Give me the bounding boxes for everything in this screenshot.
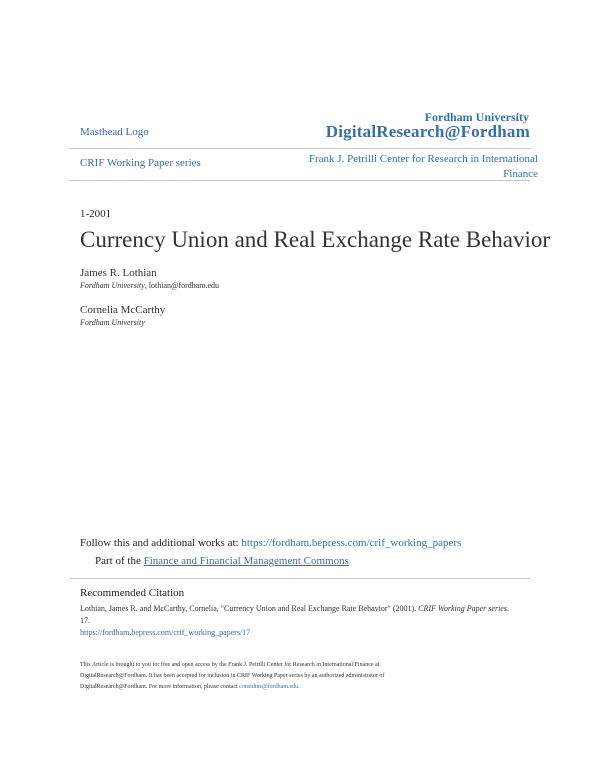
partof-line <box>95 555 349 567</box>
citation-text <box>80 603 520 639</box>
citation-url-link[interactable]: https://fordham.bepress.com/crif_working_papers/17 <box>80 628 251 637</box>
access-notice <box>80 660 520 693</box>
citation-heading: Recommended Citation <box>80 587 185 599</box>
header-divider-top <box>70 148 530 149</box>
university-name[interactable]: Fordham University <box>424 110 529 124</box>
center-link[interactable]: Frank J. Petrilli Center for Research in International Finance <box>308 153 538 180</box>
series-link[interactable]: CRIF Working Paper series <box>80 157 201 169</box>
author-name: James R. Lothian <box>80 267 157 279</box>
author-affiliation: Fordham University <box>80 318 145 327</box>
masthead-logo[interactable]: Masthead Logo <box>80 126 149 138</box>
commons-link[interactable]: Finance and Financial Management Commons <box>143 555 349 567</box>
follow-line <box>80 537 461 549</box>
publication-date: 1-2001 <box>80 208 112 220</box>
affiliation-text: Fordham University <box>80 281 145 290</box>
header-divider-bottom <box>70 180 530 181</box>
contact-email-link[interactable]: considine@fordham.edu <box>239 684 299 690</box>
notice-line-2: DigitalResearch@Fordham. It has been accepted for inclusion in CRIF Working Paper series by an authorized administrator of <box>80 673 385 679</box>
author-email[interactable]: , lothian@fordham.edu <box>144 281 220 290</box>
notice-line-1: This Article is brought to you for free and open access by the Frank J. Petrilli Center for Research in International Finance at <box>80 662 380 668</box>
citation-series: CRIF Working Paper series <box>418 604 507 613</box>
repository-name[interactable]: DigitalResearch@Fordham <box>325 122 530 141</box>
citation-suffix: . 17. <box>80 604 509 625</box>
notice-line-3: DigitalResearch@Fordham. For more information, please contact <box>80 684 240 690</box>
notice-line-3-suffix: . <box>298 684 300 690</box>
author-name: Cornelia McCarthy <box>80 304 166 316</box>
follow-url-link[interactable]: https://fordham.bepress.com/crif_working_papers <box>241 537 462 549</box>
partof-prefix: Part of the <box>95 555 144 567</box>
citation-divider <box>70 578 530 579</box>
follow-prefix: Follow this and additional works at: <box>80 537 242 549</box>
paper-title: Currency Union and Real Exchange Rate Behavior <box>80 227 551 252</box>
citation-body: Lothian, James R. and McCarthy, Cornelia, "Currency Union and Real Exchange Rate Behavior" (2001). <box>80 604 419 613</box>
author-affiliation <box>80 281 219 290</box>
